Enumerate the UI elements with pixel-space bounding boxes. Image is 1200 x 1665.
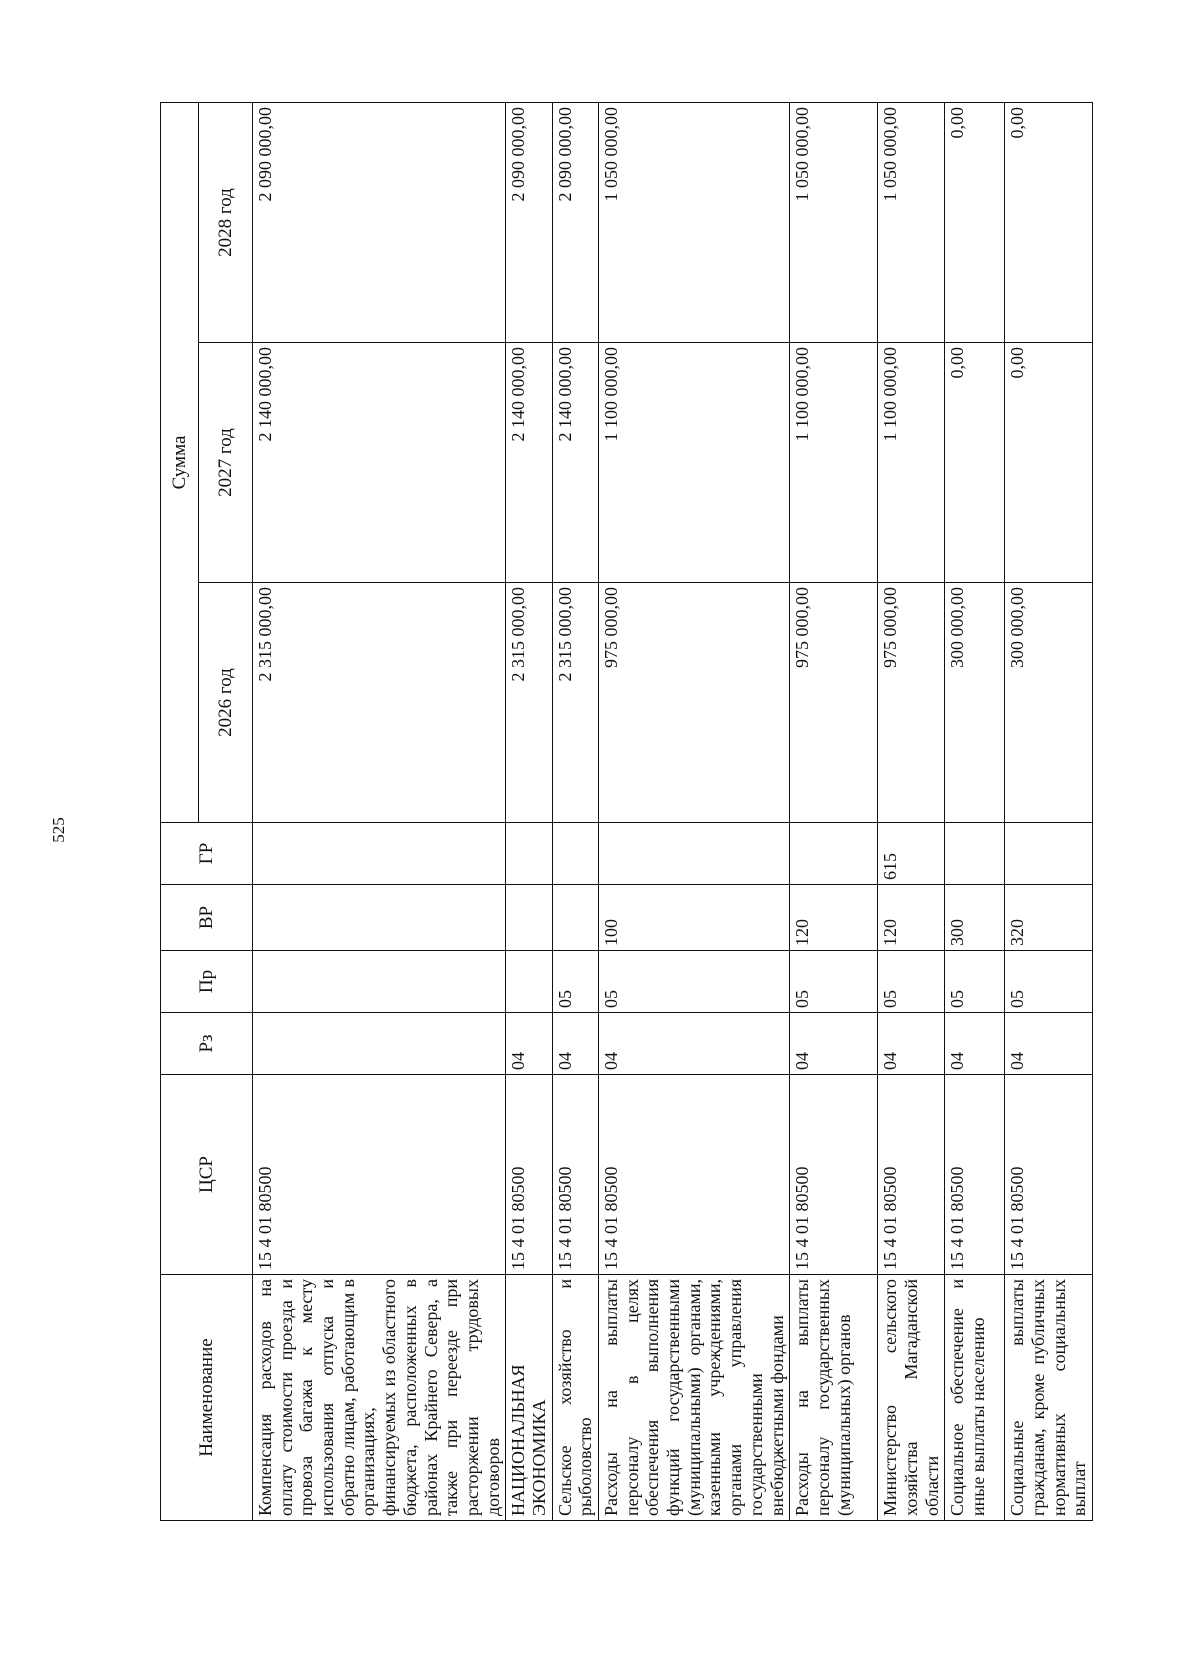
- row-vr: [552, 885, 598, 951]
- row-pr: [253, 951, 506, 1013]
- row-sum-2026: 2 315 000,00: [506, 583, 552, 823]
- row-vr: 100: [599, 885, 790, 951]
- col-header-2026: 2026 год: [199, 583, 253, 823]
- row-name: Расходы на выплаты персоналу в целях обеспечения выполнения функций государственными (муниципальными) органами, казенными учреждениями, органами управления государственными внебюджетными фондами: [599, 1275, 790, 1521]
- col-header-name: Наименование: [161, 1275, 253, 1521]
- col-header-rz: Рз: [161, 1013, 253, 1075]
- row-rz: 04: [878, 1013, 945, 1075]
- row-sum-2026: 975 000,00: [878, 583, 945, 823]
- row-sum-2026: 975 000,00: [599, 583, 790, 823]
- col-header-2028: 2028 год: [199, 103, 253, 343]
- row-vr: 320: [1005, 885, 1093, 951]
- row-sum-2028: 1 050 000,00: [790, 103, 878, 343]
- table-row: [790, 103, 878, 1521]
- col-header-sum: Сумма: [161, 103, 199, 823]
- row-name: Расходы на выплаты персоналу государственных (муниципальных) органов: [790, 1275, 878, 1521]
- row-rz: 04: [599, 1013, 790, 1075]
- row-sum-2028: 0,00: [945, 103, 1005, 343]
- row-sum-2026: 2 315 000,00: [552, 583, 598, 823]
- row-name: Социальное обеспечение и иные выплаты населению: [945, 1275, 1005, 1521]
- row-pr: 05: [790, 951, 878, 1013]
- row-vr: 300: [945, 885, 1005, 951]
- row-gr: [790, 823, 878, 885]
- row-vr: 120: [790, 885, 878, 951]
- row-csr: 15 4 01 80500: [506, 1075, 552, 1275]
- col-header-vr: ВР: [161, 885, 253, 951]
- row-sum-2026: 300 000,00: [945, 583, 1005, 823]
- table-row: [945, 103, 1005, 1521]
- row-name: Социальные выплаты гражданам, кроме публичных нормативных социальных выплат: [1005, 1275, 1093, 1521]
- row-name: Сельское хозяйство и рыболовство: [552, 1275, 598, 1521]
- row-rz: [253, 1013, 506, 1075]
- row-pr: 05: [1005, 951, 1093, 1013]
- row-sum-2026: 300 000,00: [1005, 583, 1093, 823]
- row-vr: [253, 885, 506, 951]
- row-sum-2027: 1 100 000,00: [790, 343, 878, 583]
- budget-table-rotated: [160, 103, 1090, 1521]
- row-sum-2028: 2 090 000,00: [253, 103, 506, 343]
- row-gr: 615: [878, 823, 945, 885]
- row-rz: 04: [790, 1013, 878, 1075]
- row-pr: [506, 951, 552, 1013]
- row-gr: [1005, 823, 1093, 885]
- row-rz: 04: [945, 1013, 1005, 1075]
- table-row: [253, 103, 506, 1521]
- row-csr: 15 4 01 80500: [253, 1075, 506, 1275]
- row-name: Компенсация расходов на оплату стоимости проезда и провоза багажа к месту использования отпуска и обратно лицам, работающим в организациях, финансируемых из областного бюджета, расположенных в районах Крайнего Севера, а также при переезде при расторжении трудовых договоров: [253, 1275, 506, 1521]
- row-csr: 15 4 01 80500: [599, 1075, 790, 1275]
- table-row: [552, 103, 598, 1521]
- col-header-gr: ГР: [161, 823, 253, 885]
- row-sum-2028: 2 090 000,00: [506, 103, 552, 343]
- row-sum-2027: 0,00: [1005, 343, 1093, 583]
- col-header-pr: Пр: [161, 951, 253, 1013]
- row-sum-2028: 1 050 000,00: [878, 103, 945, 343]
- row-pr: 05: [945, 951, 1005, 1013]
- row-sum-2028: 0,00: [1005, 103, 1093, 343]
- row-sum-2027: 2 140 000,00: [506, 343, 552, 583]
- row-csr: 15 4 01 80500: [878, 1075, 945, 1275]
- row-sum-2028: 1 050 000,00: [599, 103, 790, 343]
- row-rz: 04: [1005, 1013, 1093, 1075]
- row-rz: 04: [552, 1013, 598, 1075]
- row-name: НАЦИОНАЛЬНАЯ ЭКОНОМИКА: [506, 1275, 552, 1521]
- row-sum-2027: 2 140 000,00: [253, 343, 506, 583]
- row-csr: 15 4 01 80500: [945, 1075, 1005, 1275]
- row-pr: 05: [599, 951, 790, 1013]
- row-rz: 04: [506, 1013, 552, 1075]
- row-sum-2027: 1 100 000,00: [878, 343, 945, 583]
- row-csr: 15 4 01 80500: [1005, 1075, 1093, 1275]
- row-csr: 15 4 01 80500: [552, 1075, 598, 1275]
- row-sum-2026: 975 000,00: [790, 583, 878, 823]
- row-sum-2028: 2 090 000,00: [552, 103, 598, 343]
- row-sum-2027: 1 100 000,00: [599, 343, 790, 583]
- row-gr: [945, 823, 1005, 885]
- page-number: 525: [48, 817, 68, 843]
- table-row: [1005, 103, 1093, 1521]
- col-header-2027: 2027 год: [199, 343, 253, 583]
- row-vr: [506, 885, 552, 951]
- row-gr: [506, 823, 552, 885]
- table-row: [506, 103, 552, 1521]
- row-pr: 05: [552, 951, 598, 1013]
- row-csr: 15 4 01 80500: [790, 1075, 878, 1275]
- row-name: Министерство сельского хозяйства Магаданской области: [878, 1275, 945, 1521]
- row-vr: 120: [878, 885, 945, 951]
- row-pr: 05: [878, 951, 945, 1013]
- row-sum-2027: 0,00: [945, 343, 1005, 583]
- row-gr: [552, 823, 598, 885]
- table-row: [599, 103, 790, 1521]
- col-header-csr: ЦСР: [161, 1075, 253, 1275]
- row-gr: [599, 823, 790, 885]
- row-gr: [253, 823, 506, 885]
- table-row: [878, 103, 945, 1521]
- row-sum-2027: 2 140 000,00: [552, 343, 598, 583]
- budget-table: [160, 102, 1093, 1521]
- row-sum-2026: 2 315 000,00: [253, 583, 506, 823]
